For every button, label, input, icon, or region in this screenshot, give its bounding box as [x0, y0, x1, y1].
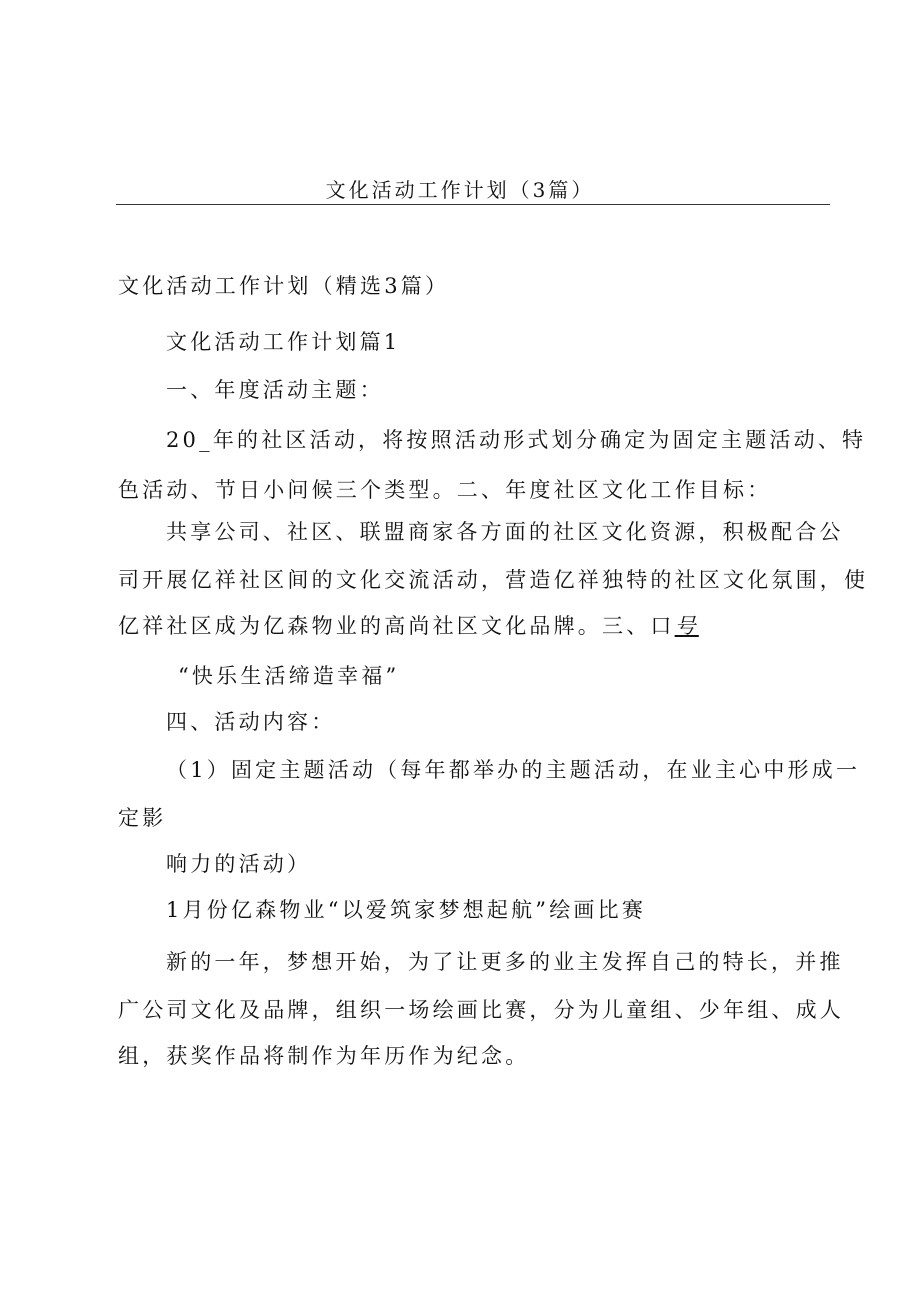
section1-heading: 一、年度活动主题：: [166, 378, 384, 402]
event-1-title: 1月份亿森物业“以爱筑家梦想起航”绘画比赛: [166, 898, 647, 922]
paragraph-2-line-3: [118, 610, 699, 640]
underlined-glyph: 号: [674, 614, 699, 638]
paragraph-2-line-3-text: 亿祥社区成为亿森物业的高尚社区文化品牌。三、口: [118, 614, 675, 638]
part-title: 文化活动工作计划篇1: [166, 330, 401, 354]
paragraph-2-line-1: 共享公司、社区、联盟商家各方面的社区文化资源，积极配合公: [166, 520, 844, 544]
item-1-line-2: 定影: [118, 806, 167, 830]
paragraph-2-line-2: 司开展亿祥社区间的文化交流活动，营造亿祥独特的社区文化氛围，使: [118, 568, 869, 592]
header-divider: [116, 204, 830, 205]
item-1-line-3: 响力的活动）: [166, 852, 312, 876]
section4-heading: 四、活动内容：: [166, 710, 336, 734]
document-subtitle: 文化活动工作计划（精选3篇）: [118, 274, 450, 298]
paragraph-1-line-2: 色活动、节日小问候三个类型。二、年度社区文化工作目标：: [118, 478, 772, 502]
page-header-title: 文化活动工作计划（3篇）: [325, 178, 595, 202]
event-1-desc-line-1: 新的一年，梦想开始，为了让更多的业主发挥自己的特长，并推: [166, 950, 844, 974]
item-1-line-1: （1）固定主题活动（每年都举办的主题活动，在业主心中形成一: [166, 758, 861, 782]
event-1-desc-line-2: 广公司文化及品牌，组织一场绘画比赛，分为儿童组、少年组、成人: [118, 998, 844, 1022]
slogan: “快乐生活缔造幸福”: [178, 664, 400, 688]
event-1-desc-line-3: 组，获奖作品将制作为年历作为纪念。: [118, 1044, 530, 1068]
paragraph-1-line-1: 20_年的社区活动，将按照活动形式划分确定为固定主题活动、特: [166, 428, 867, 452]
